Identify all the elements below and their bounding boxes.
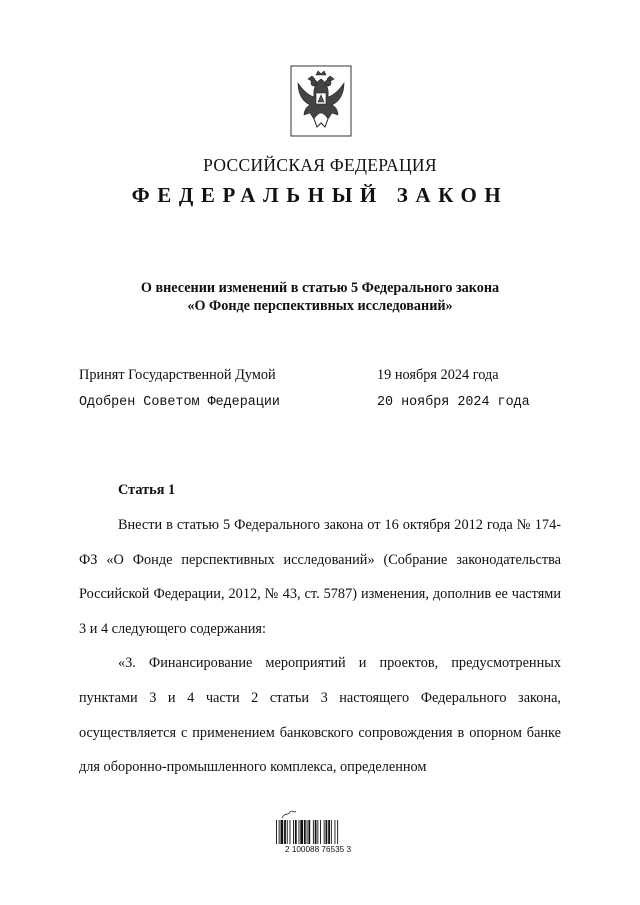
- barcode-bar: [281, 820, 284, 844]
- duma-adoption-label: Принят Государственной Думой: [79, 367, 276, 383]
- article-paragraph-1: Внести в статью 5 Федерального закона от 16 октября 2012 года № 174-ФЗ «О Фонде перспективных исследований» (Собрание законодательства Российской Федерации, 2012, № 43, ст. 5787) изменения, дополнив ее частями 3 и 4 следующего содержания:: [79, 517, 561, 637]
- barcode-bar: [307, 820, 308, 844]
- council-approval-label: Одобрен Советом Федерации: [79, 395, 280, 410]
- barcode-bar: [299, 820, 300, 844]
- duma-adoption-date: 19 ноября 2024 года: [377, 367, 499, 383]
- barcode-bar: [331, 820, 332, 844]
- law-title: [0, 279, 640, 315]
- barcode-bar: [300, 820, 303, 844]
- barcode-bar: [335, 820, 336, 844]
- article-paragraph-2: «3. Финансирование мероприятий и проектов, предусмотренных пунктами 3 и 4 части 2 статьи 3 настоящего Федерального закона, осуществляется с применением банковского сопровождения в опорном банке для оборонно-промышленного комплекса, определенном: [79, 655, 561, 776]
- barcode-bar: [308, 820, 310, 844]
- article-heading: Статья 1: [118, 482, 176, 498]
- coat-of-arms-icon: [290, 65, 352, 137]
- barcode-bars: [276, 811, 338, 844]
- document-type: ФЕДЕРАЛЬНЫЙ ЗАКОН: [131, 183, 509, 207]
- country-name: РОССИЙСКАЯ ФЕДЕРАЦИЯ: [203, 155, 437, 175]
- barcode-bar: [279, 820, 280, 844]
- barcode-bar: [276, 820, 277, 844]
- barcode-bar: [326, 820, 328, 844]
- barcode-bar: [320, 820, 321, 844]
- duma-adoption-row: [79, 367, 539, 384]
- barcode-bar: [315, 820, 317, 844]
- barcode: [268, 808, 368, 868]
- barcode-bar: [287, 820, 288, 844]
- signature-mark: [282, 811, 296, 818]
- council-approval-date: 20 ноября 2024 года: [377, 395, 530, 410]
- barcode-bar: [295, 820, 297, 844]
- barcode-bar: [304, 820, 306, 844]
- law-title-line-2: «О Фонде перспективных исследований»: [187, 298, 453, 314]
- barcode-bar: [328, 820, 330, 844]
- barcode-bar: [284, 820, 286, 844]
- council-approval-row: [79, 395, 539, 410]
- article-body: [79, 508, 561, 785]
- barcode-bar: [290, 820, 291, 844]
- barcode-number: 2 100088 76535 3: [284, 845, 352, 854]
- barcode-bar: [324, 820, 325, 844]
- barcode-bar: [293, 820, 294, 844]
- barcode-bar: [313, 820, 314, 844]
- barcode-bar: [317, 820, 318, 844]
- law-title-line-1: О внесении изменений в статью 5 Федерального закона: [140, 280, 500, 296]
- barcode-bar: [337, 820, 338, 844]
